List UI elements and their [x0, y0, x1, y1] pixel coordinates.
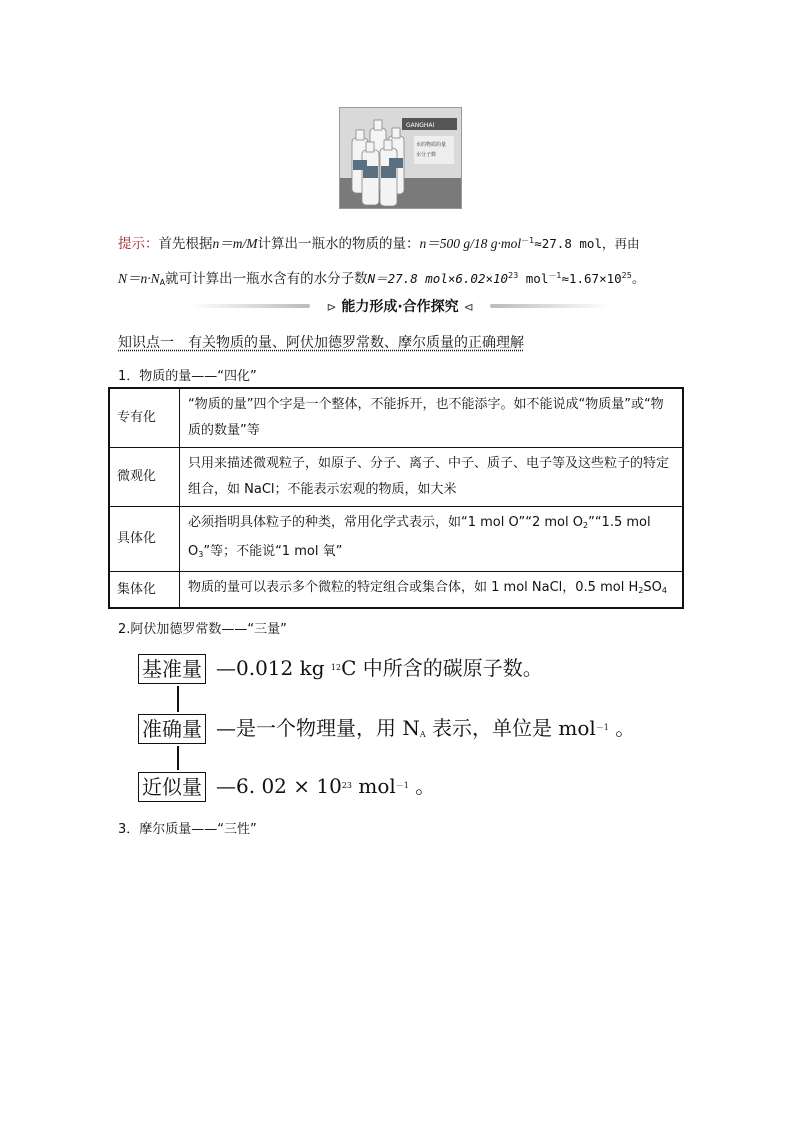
table-row [109, 507, 683, 572]
approximate-quantity-text: —6. $02 \times 10^{23}$ mol$^{-1}$ 。 [216, 774, 436, 798]
table-value: “物质的量”四个字是一个整体，不能拆开，也不能添字。如不能说成“物质量”或“物质的数量”等 [180, 388, 684, 448]
baseline-quantity-text: —0.012 kg $^{12}$C 中所含的碳原子数。 [216, 656, 543, 680]
knowledge-point-heading: 知识点一 有关物质的量、阿伏加德罗常数、摩尔质量的正确理解 [118, 335, 524, 351]
four-aspects-table [108, 387, 684, 609]
exact-quantity-text: —是一个物理量，用 $N_A$ 表示，单位是 mol$^{-1}$ 。 [216, 716, 636, 740]
table-row [109, 448, 683, 507]
connector-line [177, 746, 179, 770]
table-key: 专有化 [109, 388, 180, 448]
section-banner [190, 292, 610, 318]
section-2-heading: 2.阿伏加德罗常数——“三量” [118, 622, 287, 637]
hint-paragraph [118, 225, 688, 298]
banner-right-arrow-icon: ⊲ [463, 300, 474, 314]
table-row [109, 388, 683, 448]
table-value: 物质的量可以表示多个微粒的特定组合或集合体，如 1 mol NaCl，0.5 mol $H_2SO_4$ [180, 572, 684, 609]
approximate-quantity-box: 近似量 [138, 772, 206, 802]
banner-left-arrow-icon: ⊳ [326, 300, 337, 314]
svg-text:水的物质的量: 水的物质的量 [416, 142, 447, 148]
section-3-heading: 3．摩尔质量——“三性” [118, 822, 257, 837]
hint-line-2: $N=n\cdot N_A$就可计算出一瓶水含有的水分子数N＝27.8 $mol\times 6.02\times 10^{23}$ $mol^{-1}\approx 1.67\times 10^{25}$。 [118, 271, 646, 287]
table-row [109, 572, 683, 609]
hint-line-1: 提示：首先根据n＝m/M计算出一瓶水的物质的量：n＝500 g/18 g·mol$^{-1}$≈27.8 mol，再由 [118, 236, 640, 252]
baseline-quantity-box: 基准量 [138, 654, 206, 684]
svg-text:水分子数: 水分子数 [416, 152, 437, 158]
connector-line [177, 686, 179, 712]
water-bottles-photo [339, 107, 462, 209]
table-key: 具体化 [109, 507, 180, 572]
section-1-heading: 1．物质的量——“四化” [118, 369, 257, 384]
table-key: 微观化 [109, 448, 180, 507]
banner-title: ⊳ 能力形成·合作探究 ⊲ [326, 299, 474, 315]
table-key: 集体化 [109, 572, 180, 609]
exact-quantity-box: 准确量 [138, 714, 206, 744]
svg-text:GANGHAI: GANGHAI [406, 122, 435, 129]
hint-label: 提示： [118, 236, 159, 252]
table-value: 只用来描述微观粒子，如原子、分子、离子、中子、质子、电子等及这些粒子的特定组合，如 NaCl；不能表示宏观的物质，如大米 [180, 448, 684, 507]
table-value: 必须指明具体粒子的种类，常用化学式表示，如“1 mol O”“2 mol $O_2”“1.5$ mol $O_3$”等；不能说“1 mol 氧” [180, 507, 684, 572]
